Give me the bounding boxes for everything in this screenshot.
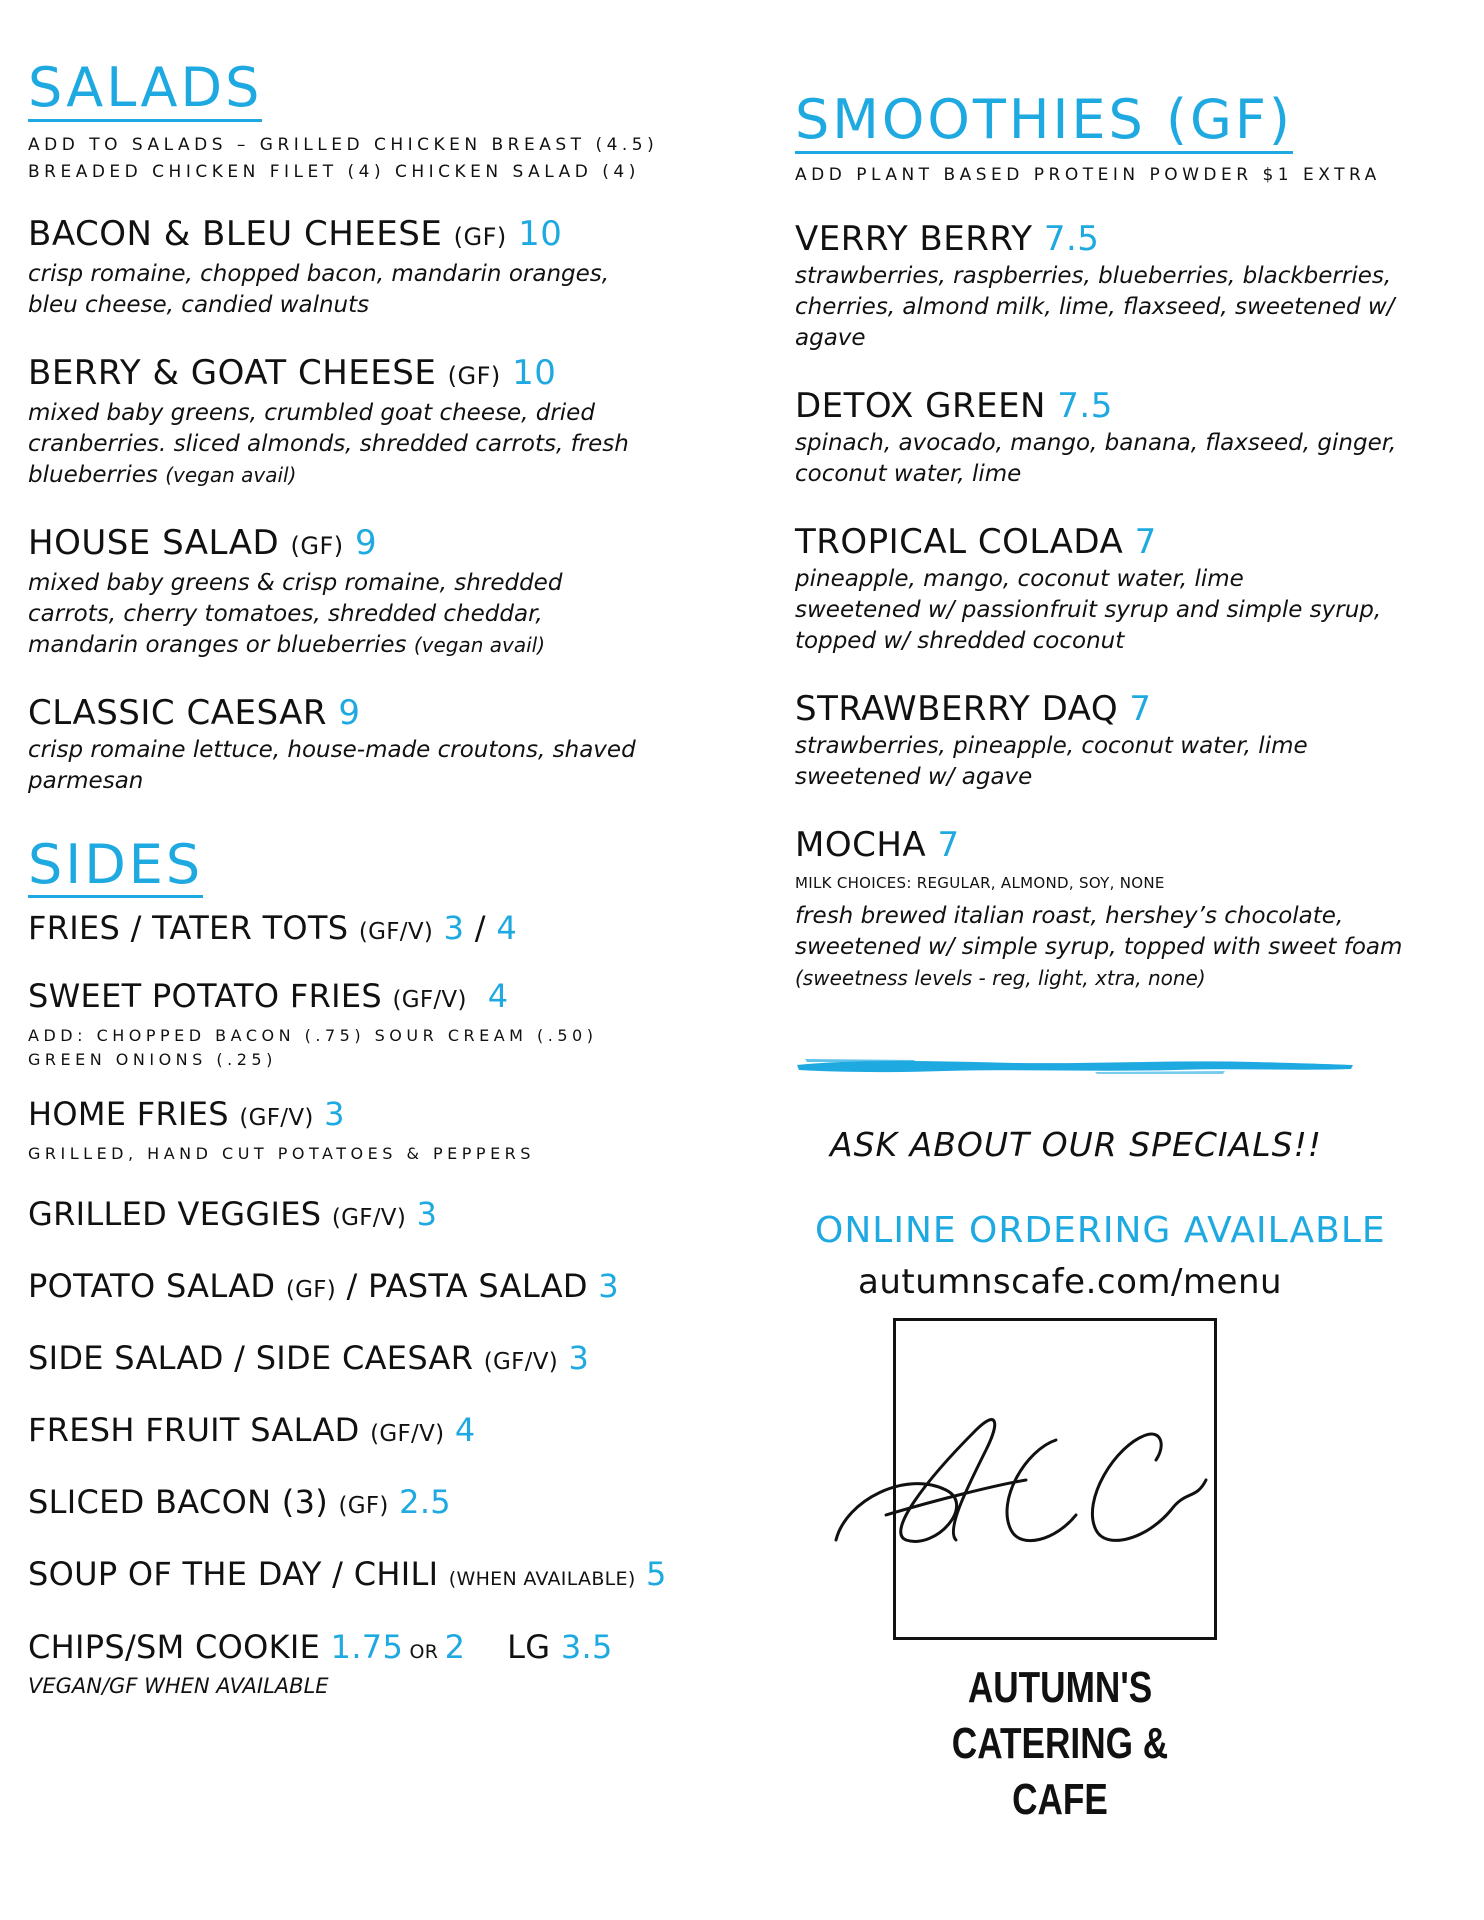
item-price: 7.5 [1043, 218, 1100, 259]
item-description: sweetened w/ simple syrup, topped with sweet foam [795, 933, 1403, 960]
item-note: (sweetness levels - reg, light, xtra, none) [795, 965, 1206, 990]
brush-stroke-divider [795, 1055, 1355, 1077]
item-name: VERRY BERRY [795, 218, 1044, 259]
online-ordering-label: ONLINE ORDERING AVAILABLE [815, 1210, 1386, 1251]
salads-title: SALADS [28, 60, 262, 122]
item-description: spinach, avocado, mango, banana, flaxseed, ginger, [795, 429, 1397, 456]
side-note: VEGAN/GF WHEN AVAILABLE [28, 1674, 329, 1699]
item-description: coconut water, lime [795, 460, 1022, 487]
brand-line-1: AUTUMN'S [967, 1663, 1153, 1712]
menu-item-berry-goat [28, 351, 668, 491]
side-tag: (GF) [338, 1493, 389, 1520]
side-name: FRESH FRUIT SALAD [28, 1411, 371, 1450]
item-price: 7 [1129, 688, 1152, 729]
item-price: 9 [354, 522, 378, 563]
item-name: BACON & BLEU CHEESE [28, 213, 454, 254]
side-item [28, 1266, 668, 1310]
item-price: 10 [518, 213, 563, 254]
menu-item-house-salad [28, 521, 668, 661]
menu-item-mocha [795, 823, 1455, 994]
item-tag: (GF) [290, 531, 344, 560]
side-availability: (WHEN AVAILABLE) [448, 1568, 636, 1591]
price-separator: / [464, 909, 497, 948]
left-column [28, 56, 668, 1700]
item-description: topped w/ shredded coconut [795, 627, 1125, 654]
item-description: crisp romaine, chopped bacon, mandarin oranges, [28, 260, 610, 287]
side-name: SLICED BACON [28, 1483, 282, 1522]
smoothies-title: SMOOTHIES (GF) [795, 92, 1293, 154]
item-price: 7 [937, 824, 960, 865]
side-tag: (GF/V) [358, 919, 434, 946]
side-price: 3 [416, 1195, 438, 1234]
side-price: 3 [443, 909, 465, 948]
side-name-continued: / PASTA SALAD [336, 1267, 599, 1306]
item-description: blueberries [28, 461, 166, 488]
item-price: 10 [512, 352, 557, 393]
side-subtext: GREEN ONIONS (.25) [28, 1050, 277, 1070]
item-description: mixed baby greens, crumbled goat cheese, dried [28, 399, 595, 426]
side-item [28, 1554, 668, 1599]
website-link[interactable]: autumnscafe.com/menu [858, 1262, 1283, 1302]
side-item [28, 1482, 668, 1526]
side-item [28, 976, 668, 1072]
side-name: GRILLED VEGGIES [28, 1195, 332, 1234]
side-tag: (GF/V) [483, 1349, 559, 1376]
item-price: 7 [1134, 521, 1157, 562]
item-note: (vegan avail) [165, 462, 297, 487]
item-description: mixed baby greens & crisp romaine, shredded [28, 569, 563, 596]
item-name: CLASSIC CAESAR [28, 692, 339, 733]
item-tag: (GF) [453, 222, 507, 251]
side-price: 3 [568, 1339, 590, 1378]
side-price: 3 [598, 1267, 619, 1306]
salads-section [28, 56, 668, 797]
item-name: TROPICAL COLADA [795, 521, 1135, 562]
item-name: HOUSE SALAD [28, 522, 291, 563]
item-description: mandarin oranges or blueberries [28, 631, 414, 658]
side-name: SIDE SALAD / SIDE CAESAR [28, 1339, 484, 1378]
side-price: 4 [487, 977, 509, 1016]
side-price: 2.5 [399, 1483, 451, 1522]
item-description: cranberries. sliced almonds, shredded carrots, fresh [28, 430, 629, 457]
salads-addon-line2: BREADED CHICKEN FILET (4) CHICKEN SALAD (4) [28, 161, 640, 182]
side-price: 1.75 [330, 1628, 404, 1667]
item-description: cherries, almond milk, lime, flaxseed, sweetened w/ agave [795, 293, 1395, 351]
item-name: BERRY & GOAT CHEESE [28, 352, 448, 393]
menu-item-strawberry-daq [795, 687, 1455, 793]
side-item [28, 1338, 668, 1382]
item-description: strawberries, pineapple, coconut water, lime [795, 732, 1308, 759]
side-subtext: GRILLED, HAND CUT POTATOES & PEPPERS [28, 1144, 535, 1164]
side-name: POTATO SALAD [28, 1267, 286, 1306]
item-name: STRAWBERRY DAQ [795, 688, 1130, 729]
sides-section [28, 832, 668, 1701]
side-tag: (GF/V) [392, 987, 467, 1014]
menu-item-detox-green [795, 384, 1455, 490]
item-description: carrots, cherry tomatoes, shredded cheddar, [28, 600, 543, 627]
sides-title: SIDES [28, 837, 203, 899]
item-description: crisp romaine lettuce, house-made croutons, shaved [28, 736, 636, 763]
milk-choices: MILK CHOICES: REGULAR, ALMOND, SOY, NONE [795, 873, 1165, 892]
item-description: bleu cheese, candied walnuts [28, 291, 370, 318]
item-name: DETOX GREEN [795, 385, 1058, 426]
side-name: FRIES / TATER TOTS [28, 909, 359, 948]
right-column [795, 88, 1455, 994]
brand-line-2: CATERING & CAFE [951, 1719, 1169, 1824]
menu-item-tropical-colada [795, 520, 1455, 657]
side-name: HOME FRIES [28, 1095, 240, 1134]
price-or: OR [403, 1641, 445, 1664]
side-tag: (GF/V) [331, 1205, 407, 1232]
side-name: SWEET POTATO FRIES [28, 977, 393, 1016]
brand-name [908, 1660, 1212, 1828]
side-price: 5 [646, 1555, 667, 1594]
item-name: MOCHA [795, 824, 938, 865]
smoothies-section [795, 88, 1455, 994]
side-price-3: 3.5 [560, 1628, 613, 1667]
item-tag: (GF) [447, 361, 501, 390]
side-price: 3 [324, 1095, 345, 1134]
side-price: 4 [454, 1411, 476, 1450]
side-tag: (GF/V) [370, 1421, 445, 1448]
acc-monogram-logo [826, 1390, 1226, 1590]
item-price: 7.5 [1057, 385, 1113, 426]
item-price: 9 [338, 692, 361, 733]
item-description: sweetened w/ agave [795, 763, 1033, 790]
side-item [28, 1627, 668, 1700]
specials-callout: ASK ABOUT OUR SPECIALS!! [830, 1125, 1323, 1164]
item-description: pineapple, mango, coconut water, lime [795, 565, 1244, 592]
side-name: CHIPS/SM COOKIE [28, 1628, 331, 1667]
menu-item-verry-berry [795, 217, 1455, 354]
side-tag: (GF) [285, 1277, 337, 1304]
side-item [28, 908, 668, 952]
item-description: sweetened w/ passionfruit syrup and simple syrup, [795, 596, 1382, 623]
side-item [28, 1410, 668, 1454]
menu-item-classic-caesar [28, 691, 668, 797]
item-description: fresh brewed italian roast, hershey’s chocolate, [795, 902, 1344, 929]
menu-item-bacon-bleu [28, 212, 668, 321]
side-item [28, 1094, 668, 1166]
side-tag: (GF/V) [239, 1105, 314, 1132]
item-note: (vegan avail) [413, 632, 546, 657]
side-price-2: 2 [444, 1628, 466, 1667]
side-subtext: ADD: CHOPPED BACON (.75) SOUR CREAM (.50) [28, 1026, 598, 1046]
salads-addon-line1: ADD TO SALADS – GRILLED CHICKEN BREAST (4.5) [28, 134, 659, 155]
side-price-2: 4 [496, 909, 517, 948]
smoothies-addon: ADD PLANT BASED PROTEIN POWDER $1 EXTRA [795, 164, 1381, 185]
item-description: strawberries, raspberries, blueberries, blackberries, [795, 262, 1392, 289]
side-name: SOUP OF THE DAY / CHILI [28, 1555, 449, 1594]
large-label: LG [507, 1628, 561, 1667]
side-count: (3) [281, 1483, 339, 1522]
side-item [28, 1194, 668, 1238]
item-description: parmesan [28, 767, 144, 794]
